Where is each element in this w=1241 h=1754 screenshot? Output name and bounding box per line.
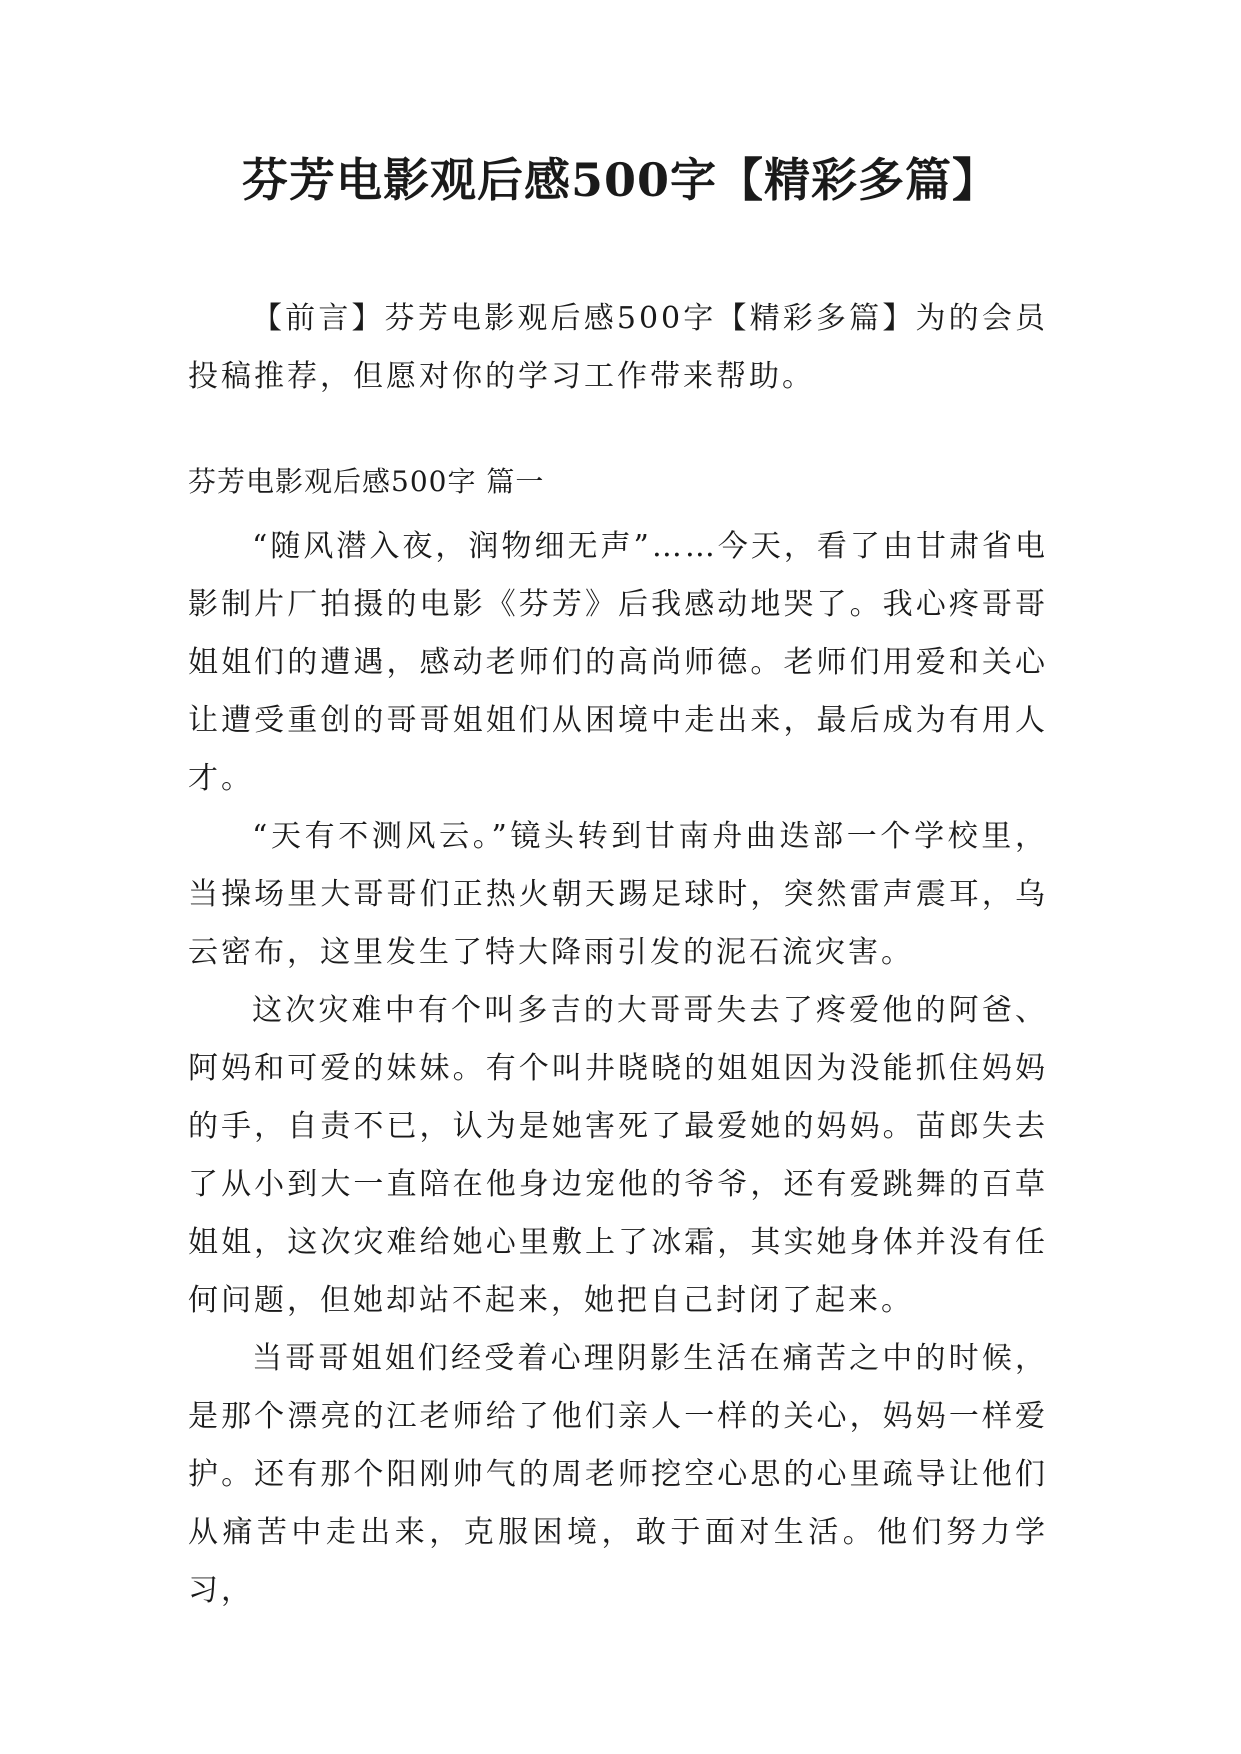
paragraph: “随风潜入夜，润物细无声”……今天，看了由甘肃省电影制片厂拍摄的电影《芬芳》后我感动地哭了。我心疼哥哥姐姐们的遭遇，感动老师们的高尚师德。老师们用爱和关心让遭受重创的哥哥姐姐们从困境中走出来，最后成为有用人才。	[188, 529, 1048, 796]
preface-paragraph: 【前言】芬芳电影观后感500字【精彩多篇】为的会员投稿推荐，但愿对你的学习工作带来帮助。	[188, 301, 1048, 394]
document-title: 芬芳电影观后感500字【精彩多篇】	[241, 153, 1000, 207]
section-heading: 芬芳电影观后感500字 篇一	[188, 465, 545, 498]
section-body	[188, 518, 1048, 1620]
paragraph: 当哥哥姐姐们经受着心理阴影生活在痛苦之中的时候，是那个漂亮的江老师给了他们亲人一样的关心，妈妈一样爱护。还有那个阳刚帅气的周老师挖空心思的心里疏导让他们从痛苦中走出来，克服困境，敢于面对生活。他们努力学习，	[188, 1341, 1048, 1608]
preface-block	[188, 290, 1048, 406]
paragraph: “天有不测风云。”镜头转到甘南舟曲迭部一个学校里，当操场里大哥哥们正热火朝天踢足球时，突然雷声震耳，乌云密布，这里发生了特大降雨引发的泥石流灾害。	[188, 819, 1048, 970]
paragraph: 这次灾难中有个叫多吉的大哥哥失去了疼爱他的阿爸、阿妈和可爱的妹妹。有个叫井晓晓的姐姐因为没能抓住妈妈的手，自责不已，认为是她害死了最爱她的妈妈。苗郎失去了从小到大一直陪在他身边宠他的爷爷，还有爱跳舞的百草姐姐，这次灾难给她心里敷上了冰霜，其实她身体并没有任何问题，但她却站不起来，她把自己封闭了起来。	[188, 993, 1048, 1318]
